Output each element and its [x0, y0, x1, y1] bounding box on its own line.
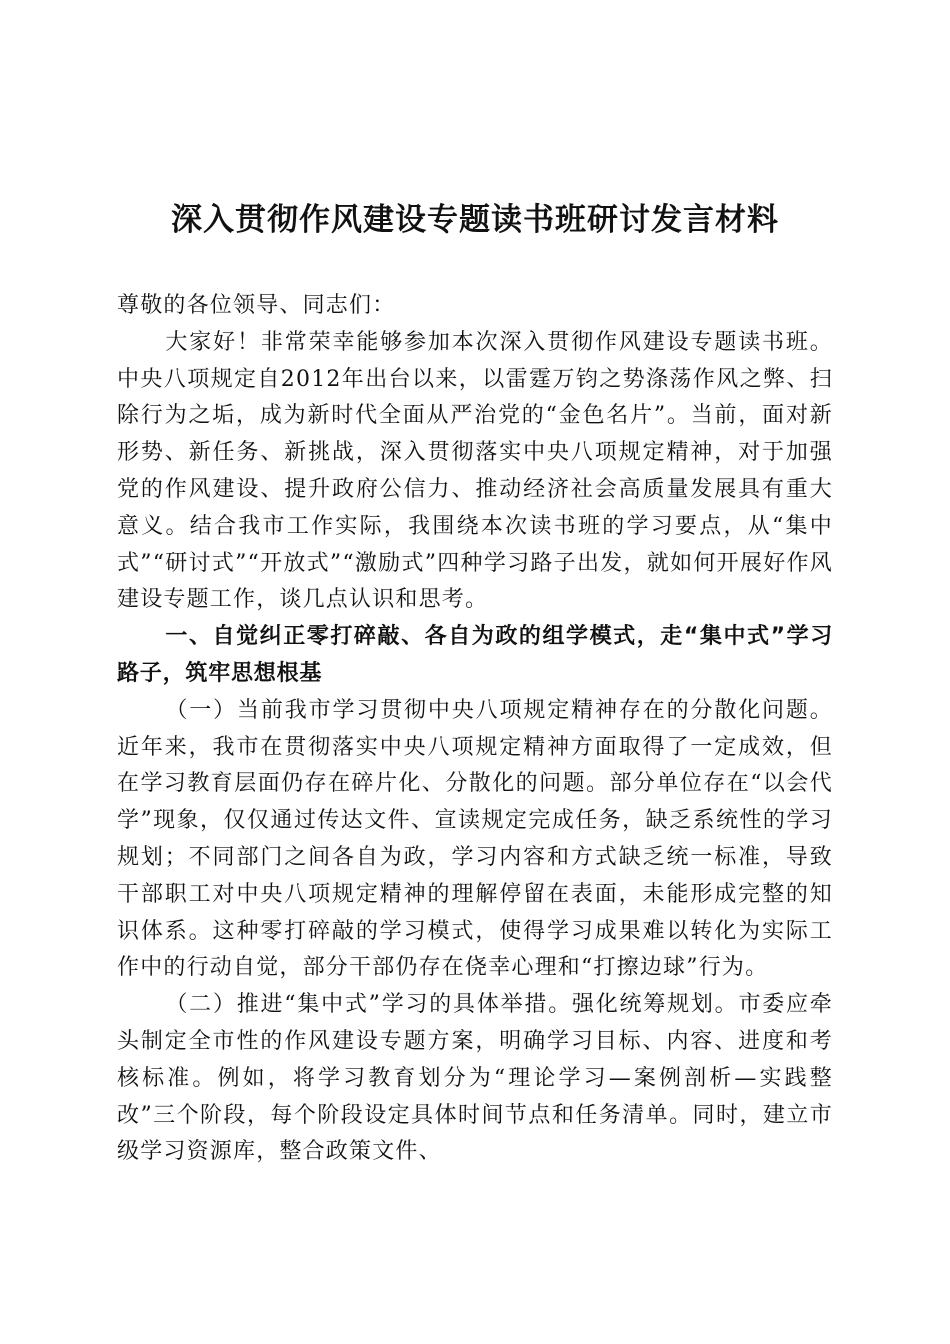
intro-paragraph: 大家好！非常荣幸能够参加本次深入贯彻作风建设专题读书班。中央八项规定自2012年出台以来，以雷霆万钧之势涤荡作风之弊、扫除行为之垢，成为新时代全面从严治党的“金色名片”。当前，面对新形势、新任务、新挑战，深入贯彻落实中央八项规定精神，对于加强党的作风建设、提升政府公信力、推动经济社会高质量发展具有重大意义。结合我市工作实际，我围绕本次读书班的学习要点，从“集中式”“研讨式”“开放式”“激励式”四种学习路子出发，就如何开展好作风建设专题工作，谈几点认识和思考。 [117, 329, 833, 613]
document-body [117, 288, 833, 1171]
subsection-paragraph-2: （二）推进“集中式”学习的具体举措。强化统筹规划。市委应牵头制定全市性的作风建设专题方案，明确学习目标、内容、进度和考核标准。例如，将学习教育划分为“理论学习—案例剖析—实践整改”三个阶段，每个阶段设定具体时间节点和任务清单。同时，建立市级学习资源库，整合政策文件、 [117, 992, 833, 1165]
salutation: 尊敬的各位领导、同志们： [117, 293, 396, 318]
subsection-paragraph-1: （一）当前我市学习贯彻中央八项规定精神存在的分散化问题。近年来，我市在贯彻落实中央八项规定精神方面取得了一定成效，但在学习教育层面仍存在碎片化、分散化的问题。部分单位存在“以会代学”现象，仅仅通过传达文件、宣读规定完成任务，缺乏系统性的学习规划；不同部门之间各自为政，学习内容和方式缺乏统一标准，导致干部职工对中央八项规定精神的理解停留在表面，未能形成完整的知识体系。这种零打碎敲的学习模式，使得学习成果难以转化为实际工作中的行动自觉，部分干部仍存在侥幸心理和“打擦边球”行为。 [117, 697, 833, 981]
document-title: 深入贯彻作风建设专题读书班研讨发言材料 [171, 202, 779, 238]
section-heading-1: 一、自觉纠正零打碎敲、各自为政的组学模式，走“集中式”学习路子，筑牢思想根基 [117, 624, 833, 686]
